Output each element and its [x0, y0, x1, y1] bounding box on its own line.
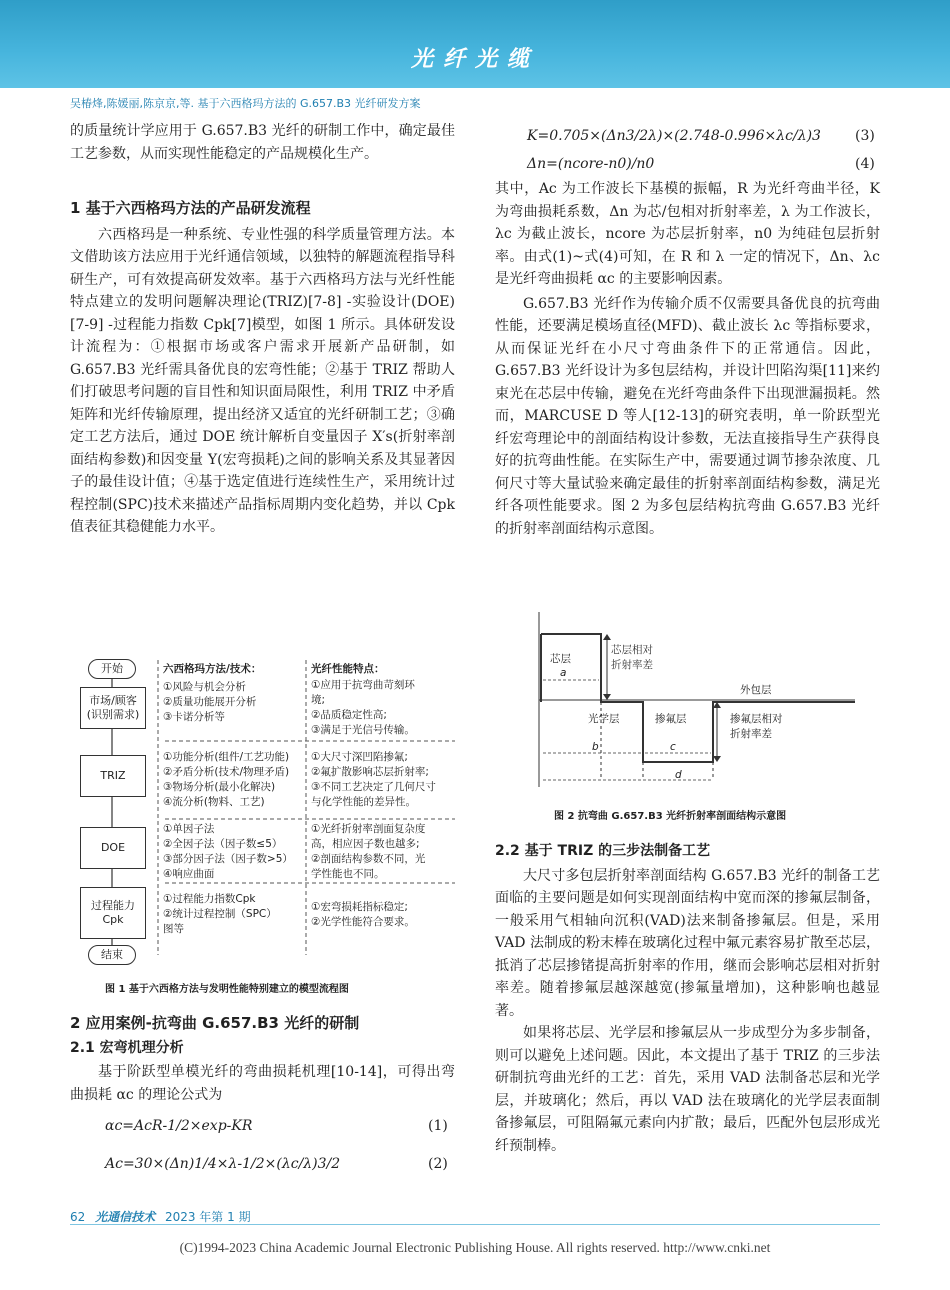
equation-3: K=0.705×(Δn3/2λ)×(2.748-0.996×λc/λ)3 [527, 128, 821, 144]
paragraph-vad: 大尺寸多包层折射率剖面结构 G.657.B3 光纤的制备工艺面临的主要问题是如何实现剖面结构中宽而深的掺氟层制备，一般采用气相轴向沉积(VAD)法来制备掺氟层。但是，采用 VAD 法制成的粉末棒在玻璃化过程中氟元素容易扩散至芯层，抵消了芯层掺锗提高折射率的作用，继而会影响芯层相对折射率差。随着掺氟层越深越宽(掺氟量增加)，这种影响也越显著。 [495, 867, 880, 1019]
label-core: 芯层 [550, 653, 571, 665]
flow-box-market: 市场/顾客 (识别需求) [80, 687, 146, 729]
label-a: a [560, 667, 567, 679]
section-heading-1: 1 基于六西格玛方法的产品研发流程 [70, 199, 311, 217]
footer-issue: 2023 年第 1 期 [164, 1210, 251, 1224]
section-heading-2: 2 应用案例-抗弯曲 G.657.B3 光纤的研制 [70, 1014, 360, 1032]
label-fluorine-delta: 掺氟层相对 折射率差 [730, 713, 783, 740]
left-column-top [70, 120, 455, 539]
label-outer-cladding: 外包层 [740, 684, 772, 696]
fiber-features-list-3: ①光纤折射率剖面复杂度 高，相应因子数也越多; ②剖面结构参数不同，光 学性能也不同。 [311, 823, 426, 880]
subsection-heading-2-1: 2.1 宏弯机理分析 [70, 1039, 184, 1056]
fiber-features-list-1: ①应用于抗弯曲苛刻环 境; ②品质稳定性高; ③满足于光信号传输。 [311, 679, 415, 736]
footer-divider [70, 1224, 880, 1225]
flow-box-cpk: 过程能力 Cpk [80, 887, 146, 939]
fiber-features-list-2: ①大尺寸深凹陷掺氟; ②氟扩散影响芯层折射率; ③不同工艺决定了几何尺寸 与化学性能的差异性。 [311, 751, 436, 808]
equation-3-number: (3) [855, 128, 875, 144]
figure-1-caption: 图 1 基于六西格方法与发明性能特别建立的模型流程图 [105, 984, 349, 995]
label-d: d [675, 769, 682, 781]
paragraph-symbols: 其中，Ac 为工作波长下基模的振幅，R 为光纤弯曲半径，K 为弯曲损耗系数，Δn 为芯/包相对折射率差，λ 为工作波长，λc 为截止波长，ncore 为芯层折射率，n0 为纯硅包层折射率。由式(1)~式(4)可知，在 R 和 λ 一定的情况下，Δn、λc 是光纤弯曲损耗 αc 的主要影响因素。 [495, 181, 880, 287]
right-column-bottom [495, 840, 880, 1157]
running-head: 吴椿烽,陈媛丽,陈京京,等. 基于六西格玛方法的 G.657.B3 光纤研发方案 [70, 97, 421, 110]
six-sigma-list-2: ①功能分析(组件/工艺功能) ②矛盾分析(技术/物理矛盾) ③物场分析(最小化解决) ④流分析(物料、工艺) [163, 751, 290, 808]
fiber-features-list-4: ①宏弯损耗指标稳定; ②光学性能符合要求。 [311, 901, 415, 928]
left-column-bottom [70, 1012, 455, 1106]
paragraph-multi-cladding: G.657.B3 光纤作为传输介质不仅需要具备优良的抗弯曲性能，还要满足模场直径(MFD)、截止波长 λc 等指标要求，从而保证光纤在小尺寸弯曲条件下的正常通信。因此，G.657.B3 光纤设计为多包层结构，并设计凹陷沟渠[11]来约束光在芯层中传输，避免在光纤弯曲条件下出现泄漏损耗。然而，MARCUSE D 等人[12-13]的研究表明，单一阶跃型光纤宏弯理论中的剖面结构设计参数，无法直接指导生产获得良好的抗弯曲性能。在实际生产中，需要通过调节掺杂浓度、几何尺寸等大量试验来确定最佳的折射率剖面结构参数，满足光纤各项性能要求。图 2 为多包层结构抗弯曲 G.657.B3 光纤的折射率剖面结构示意图。 [495, 295, 880, 537]
paragraph-three-step: 如果将芯层、光学层和掺氟层从一步成型分为多步制备，则可以避免上述问题。因此，本文提出了基于 TRIZ 的三步法研制抗弯曲光纤的工艺：首先，采用 VAD 法制备芯层和光学层，并玻璃化；然后，再以 VAD 法在玻璃化的光学层表面制备掺氟层，可阻隔氟元素向内扩散；最后，匹配外包层形成光纤预制棒。 [495, 1025, 880, 1154]
flow-start: 开始 [88, 659, 136, 679]
footer-journal-name: 光通信技术 [95, 1210, 156, 1224]
equation-4: Δn=(ncore-n0)/n0 [527, 156, 655, 172]
six-sigma-list-4: ①过程能力指数Cpk ②统计过程控制（SPC） 图等 [163, 893, 277, 935]
equation-4-number: (4) [855, 156, 875, 172]
six-sigma-heading: 六西格玛方法/技术： [163, 663, 262, 675]
journal-section-title: 光纤光缆 [410, 47, 539, 72]
label-b: b [592, 741, 599, 753]
label-c: c [670, 741, 676, 753]
equation-1: αc=AcR-1/2×exp-KR [105, 1118, 253, 1134]
copyright-notice: (C)1994-2023 China Academic Journal Electronic Publishing House. All rights reserved. http://www.cnki.net [179, 1240, 771, 1255]
figure-2-profile [515, 612, 860, 792]
label-core-delta: 芯层相对 折射率差 [611, 644, 653, 671]
figure-2-caption: 图 2 抗弯曲 G.657.B3 光纤折射率剖面结构示意图 [554, 811, 787, 822]
fiber-features-heading: 光纤性能特点： [311, 663, 385, 675]
flow-box-triz: TRIZ [80, 755, 146, 797]
paragraph-bending-loss: 基于阶跃型单模光纤的弯曲损耗机理[10-14]，可得出弯曲损耗 αc 的理论公式为 [70, 1064, 455, 1103]
six-sigma-list-1: ①风险与机会分析 ②质量功能展开分析 ③卡诺分析等 [163, 681, 257, 723]
flow-end: 结束 [88, 945, 136, 965]
page-footer [70, 1208, 251, 1225]
equation-1-number: (1) [428, 1118, 448, 1134]
equation-2: Ac=30×(Δn)1/4×λ-1/2×(λc/λ)3/2 [105, 1156, 341, 1172]
paragraph-continued: 的质量统计学应用于 G.657.B3 光纤的研制工作中，确定最佳工艺参数，从而实现性能稳定的产品规模化生产。 [70, 123, 455, 162]
label-optical-layer: 光学层 [588, 713, 620, 725]
subsection-heading-2-2: 2.2 基于 TRIZ 的三步法制备工艺 [495, 843, 711, 859]
equation-2-number: (2) [428, 1156, 448, 1172]
right-column-top [495, 178, 880, 540]
label-fluorine-layer: 掺氟层 [655, 713, 687, 725]
paragraph-six-sigma: 六西格玛是一种系统、专业性强的科学质量管理方法。本文借助该方法应用于光纤通信领域，以独特的解题流程指导科研生产，可有效提高研发效率。基于六西格玛方法与光纤性能特点建立的发明问题解决理论(TRIZ)[7-8] -实验设计(DOE)[7-9] -过程能力指数 Cpk[7]模型，如图 1 所示。具体研发设计流程为：①根据市场或客户需求开展新产品研制，如 G.657.B3 光纤需具备优良的宏弯性能；②基于 TRIZ 帮助人们打破思考问题的盲目性和知识面局限性，利用 TRIZ 中矛盾矩阵和光纤传输原理，提出经济又适宜的光纤研制工艺；③确定工艺方法后，通过 DOE 统计解析自变量因子 X′s(折射率剖面结构参数)和因变量 Y(宏弯损耗)之间的影响关系及其显著因子的最佳设计值；④基于选定值进行连续性生产，采用统计过程控制(SPC)技术来描述产品指标周期内变化趋势，并以 Cpk 值表征其稳健能力水平。 [70, 226, 455, 535]
six-sigma-list-3: ①单因子法 ②全因子法（因子数≤5） ③部分因子法（因子数>5） ④响应曲面 [163, 823, 293, 880]
flow-box-doe: DOE [80, 827, 146, 869]
page-number: 62 [70, 1210, 86, 1224]
